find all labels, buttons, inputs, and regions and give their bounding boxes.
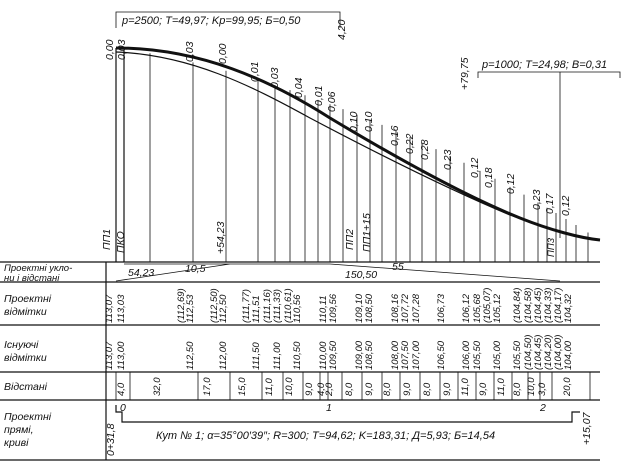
- design-mark-value: 105,68: [472, 293, 483, 323]
- existing-mark-value: 111,00: [272, 342, 283, 370]
- ordinate-labels: [249, 62, 572, 216]
- existing-mark-value: 108,50: [364, 340, 375, 370]
- distance-value: 9,0: [478, 382, 489, 396]
- distance-value: 3,0: [537, 382, 548, 396]
- design-mark-value: (112,69): [176, 288, 187, 323]
- distance-values: [116, 372, 590, 400]
- distance-value: 10,0: [526, 377, 537, 396]
- km-mark-0: 0: [120, 402, 126, 414]
- slope-value-3: 150,50: [345, 269, 378, 281]
- design-ordinate-label: 0,16: [389, 125, 401, 146]
- existing-mark-value: 113,00: [116, 341, 127, 370]
- design-mark-value: 111,51: [251, 295, 262, 323]
- km-mark-2: 2: [540, 402, 546, 414]
- design-ordinate-label: 0,10: [348, 111, 360, 132]
- mid-mark-2: 0,00: [217, 43, 229, 64]
- design-ordinate-label: 0,17: [544, 193, 556, 214]
- existing-mark-value: 106,00: [461, 340, 472, 370]
- distance-value: 8,0: [382, 382, 393, 396]
- design-mark-value: (104,45): [533, 287, 544, 323]
- design-ordinate-label: 0,22: [404, 133, 416, 154]
- design-mark-value: 110,56: [292, 294, 303, 323]
- existing-mark-value: 105,50: [472, 340, 483, 370]
- row-label-existing-1: Існуючі: [4, 339, 39, 351]
- design-ordinate-label: 0,28: [419, 139, 431, 160]
- zero-mark-2: 0,03: [116, 39, 128, 60]
- design-ordinate-label: 0,18: [483, 167, 495, 188]
- row-label-design-2: відмітки: [4, 306, 47, 318]
- mid-mark-1: 0,03: [184, 41, 196, 62]
- existing-mark-value: 111,50: [251, 342, 262, 370]
- km-mark-1: 1: [326, 402, 332, 414]
- curve-bracket-right: [478, 72, 620, 78]
- label-pp1-15: ПП1+15: [361, 213, 373, 252]
- curve-params-top: p=2500; T=49,97; Kp=99,95; Б=0,50: [122, 15, 301, 27]
- curve-params-right: p=1000; T=24,98; B=0,31: [482, 59, 608, 71]
- design-mark-value: 109,56: [328, 293, 339, 323]
- distance-value: 8,0: [512, 382, 523, 396]
- distance-value: 2,0: [324, 382, 335, 396]
- end-station: +15,07: [581, 412, 593, 445]
- distance-value: 10,0: [284, 377, 295, 396]
- distance-value: 32,0: [152, 377, 163, 396]
- label-pp2: ПП2: [344, 228, 356, 250]
- design-mark-value: 108,50: [364, 293, 375, 323]
- design-mark-value: (111,77): [241, 289, 252, 323]
- design-mark-value: 107,28: [411, 293, 422, 323]
- existing-mark-value: (104,45): [533, 334, 544, 370]
- curve-value-right: +79,75: [459, 57, 471, 90]
- existing-mark-value: 107,50: [400, 340, 411, 370]
- row-label-straights-2: прямі,: [4, 424, 34, 436]
- existing-mark-value: 104,00: [563, 340, 574, 370]
- design-ordinate-label: 0,06: [326, 91, 338, 112]
- distance-value: 11,0: [496, 378, 507, 396]
- design-mark-value: 113,07: [104, 294, 115, 323]
- design-ordinate-label: 0,04: [293, 77, 305, 98]
- distance-value: 11,0: [264, 378, 275, 396]
- design-mark-value: (110,61): [283, 288, 294, 323]
- existing-mark-value: 105,00: [492, 340, 503, 370]
- design-mark-value: 113,03: [116, 294, 127, 323]
- start-station: 0+31,8: [105, 423, 117, 456]
- zero-mark-1: 0,00: [104, 39, 116, 60]
- design-mark-value: (112,50): [209, 288, 220, 323]
- existing-mark-value: 107,00: [411, 340, 422, 370]
- existing-mark-value: 113,07: [104, 341, 115, 370]
- row-label-straights-3: криві: [4, 437, 29, 449]
- existing-mark-value: (104,00): [553, 334, 564, 370]
- design-ordinate-label: 0,10: [363, 111, 375, 132]
- distance-value: 9,0: [364, 382, 375, 396]
- curve-plan-line: [116, 405, 580, 422]
- row-label-existing-2: відмітки: [4, 352, 47, 364]
- design-ordinate-label: 0,23: [531, 189, 543, 210]
- design-ordinate-label: 0,12: [505, 173, 517, 194]
- distance-value: 8,0: [344, 382, 355, 396]
- existing-mark-value: (104,20): [543, 334, 554, 370]
- existing-mark-value: (104,50): [523, 334, 534, 370]
- design-mark-value: 112,50: [218, 294, 229, 323]
- design-mark-value: 112,53: [185, 294, 196, 323]
- design-mark-value: (105,07): [482, 287, 493, 323]
- design-mark-value: (111,16): [262, 289, 273, 323]
- design-ordinate-label: 0,03: [269, 67, 281, 88]
- design-mark-value: (104,17): [553, 287, 564, 323]
- row-label-straights-1: Проектні: [4, 411, 52, 423]
- existing-mark-value: 112,50: [185, 341, 196, 370]
- distance-value: 8,0: [422, 382, 433, 396]
- distance-value: 9,0: [442, 382, 453, 396]
- label-pko: ПКО: [115, 231, 127, 253]
- design-ordinate-label: 0,23: [442, 149, 454, 170]
- design-mark-value: (104,58): [523, 287, 534, 323]
- label-pp3: ПП3: [546, 237, 557, 257]
- curve-description: Кут № 1; α=35°00′39″; R=300; T=94,62; K=183,31; Д=5,93; Б=14,54: [156, 430, 496, 442]
- label-pp1: ПП1: [101, 228, 113, 250]
- design-mark-value: 105,12: [492, 293, 503, 323]
- curve-value-top: 4,20: [336, 19, 348, 40]
- design-ordinate-label: 0,12: [469, 157, 481, 178]
- existing-marks-values: [104, 335, 574, 370]
- existing-mark-value: 109,50: [328, 340, 339, 370]
- design-mark-value: 106,12: [461, 293, 472, 323]
- slope-value-2: 10,5: [185, 263, 206, 275]
- design-mark-value: 104,32: [563, 293, 574, 323]
- distance-value: 4,0: [116, 382, 127, 396]
- slope-lines: [116, 264, 560, 281]
- design-marks-values: [104, 288, 574, 323]
- distance-value: 17,0: [202, 377, 213, 396]
- distance-value: 9,0: [402, 382, 413, 396]
- distance-value: 4,0: [316, 382, 327, 396]
- design-mark-value: (104,84): [512, 287, 523, 323]
- row-label-distances: Відстані: [4, 381, 47, 393]
- distance-value: 11,0: [460, 378, 471, 396]
- row-label-slopes-2: ни і відстані: [4, 273, 60, 284]
- design-mark-value: 108,16: [390, 293, 401, 323]
- row-label-design-1: Проектні: [4, 293, 52, 305]
- design-mark-value: 109,10: [354, 293, 365, 323]
- slope-value-4: 55: [392, 261, 404, 273]
- design-line: [116, 48, 600, 240]
- distance-value: 15,0: [237, 377, 248, 396]
- design-mark-value: 110,11: [318, 295, 329, 323]
- existing-mark-value: 106,50: [436, 340, 447, 370]
- design-mark-value: 106,73: [436, 293, 447, 323]
- design-mark-value: (104,33): [543, 287, 554, 323]
- row-label-slopes-1: Проектні укло-: [4, 263, 73, 274]
- design-ordinate-label: 0,12: [560, 195, 572, 216]
- existing-mark-value: 110,50: [292, 341, 303, 370]
- existing-mark-value: 112,00: [218, 341, 229, 370]
- design-mark-value: 107,72: [400, 293, 411, 323]
- distance-value: 9,0: [304, 382, 315, 396]
- design-mark-value: (111,33): [272, 289, 283, 323]
- existing-line: [116, 52, 600, 240]
- design-ordinate-label: 0,01: [249, 61, 261, 82]
- distance-value: 20,0: [562, 377, 573, 396]
- label-pk-54: +54,23: [215, 221, 227, 254]
- existing-mark-value: 109,00: [354, 340, 365, 370]
- existing-mark-value: 110,00: [318, 341, 329, 370]
- slope-value-1: 54,23: [128, 267, 155, 279]
- existing-mark-value: 105,50: [512, 340, 523, 370]
- design-ordinate-label: 0,01: [313, 85, 325, 106]
- existing-mark-value: 108,00: [390, 340, 401, 370]
